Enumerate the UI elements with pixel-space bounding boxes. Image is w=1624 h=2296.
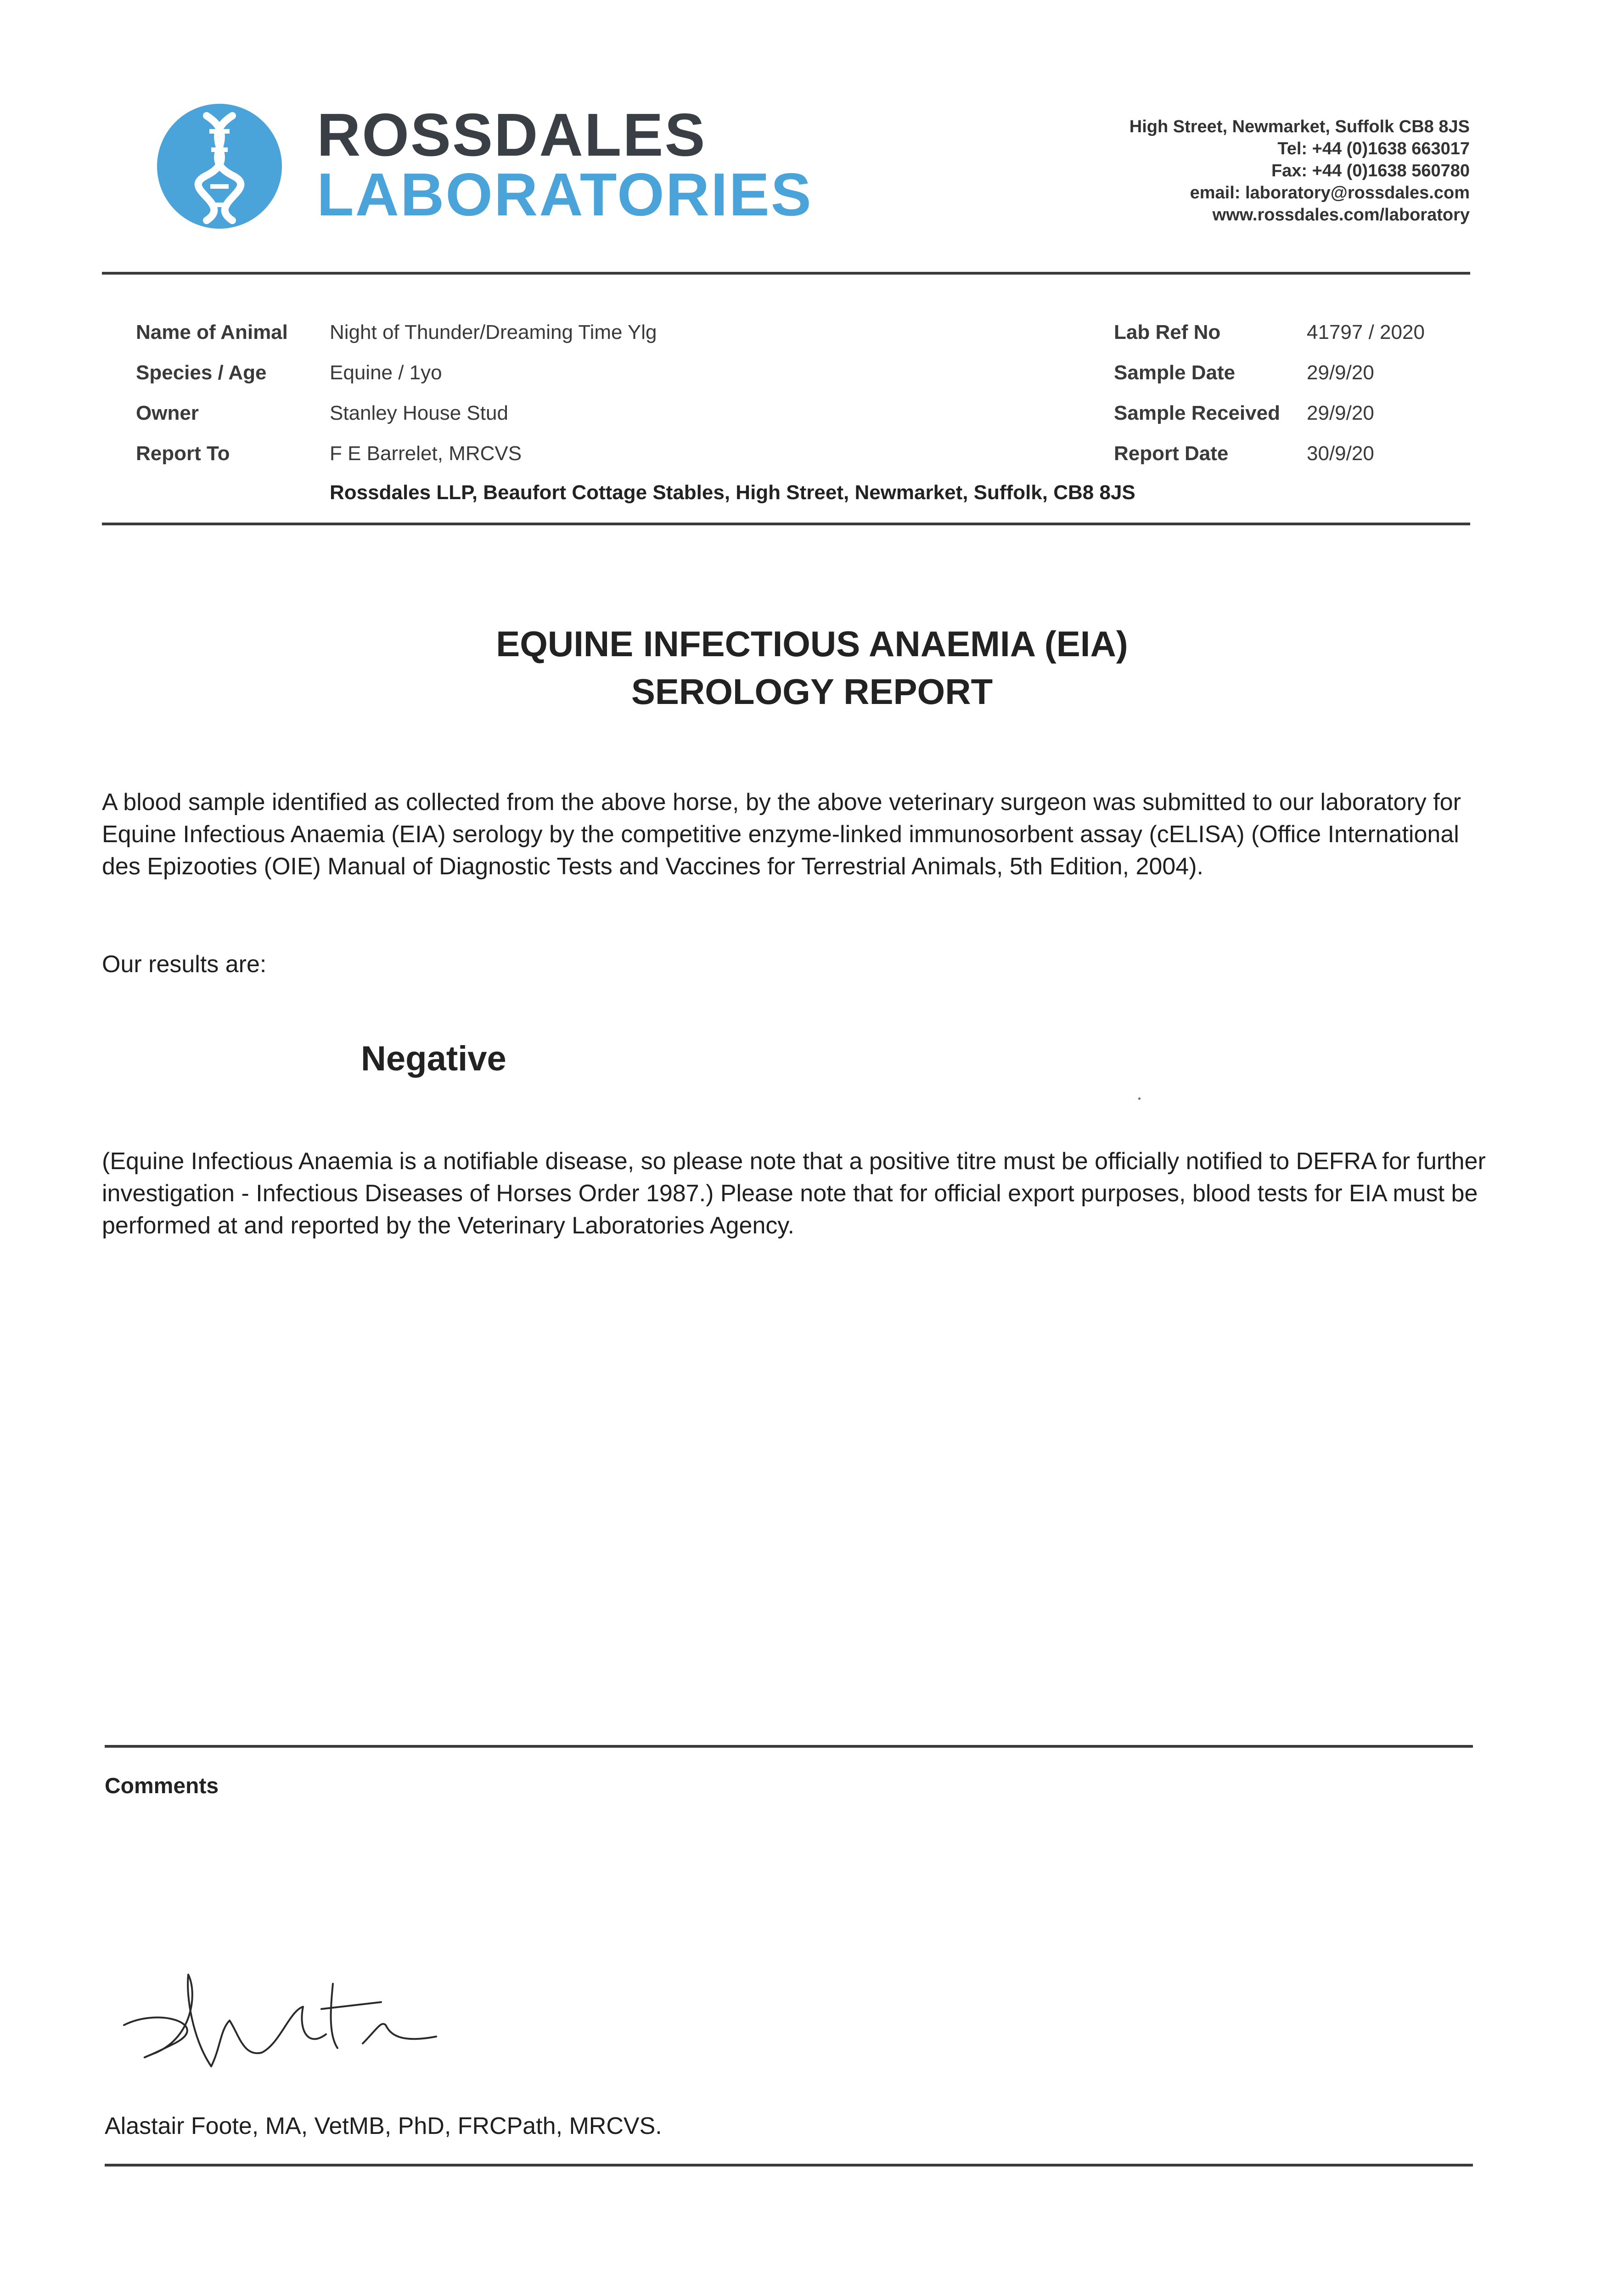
sample-date-value: 29/9/20 [1307,361,1374,384]
comments-divider [105,1745,1473,1748]
dna-logo-icon [155,102,284,231]
details-divider [102,523,1470,525]
report-to-address: Rossdales LLP, Beaufort Cottage Stables, High Street, Newmarket, Suffolk, CB8 8JS [330,481,1135,504]
contact-address: High Street, Newmarket, Suffolk CB8 8JS [1129,117,1470,136]
brand-subtitle: LABORATORIES [317,161,813,228]
comments-label: Comments [105,1774,219,1798]
signature [106,1956,464,2094]
header-divider [102,272,1470,275]
contact-tel: Tel: +44 (0)1638 663017 [1277,139,1470,158]
sample-date-label: Sample Date [1114,361,1236,384]
intro-paragraph: A blood sample identified as collected from the above horse, by the above veterinary surgeon was submitted to our laboratory for Equine Infectious Anaemia (EIA) serology by the competitive enzyme-linked immunosorbent assay (cELISA) (Office International des Epizooties (OIE) Manual of Diagnostic Tests and Vaccines for Terrestrial Animals, 5th Edition, 2004). [102,789,1461,880]
report-title-line2: SEROLOGY REPORT [631,671,993,712]
signatory-name: Alastair Foote, MA, VetMB, PhD, FRCPath, MRCVS. [105,2113,662,2139]
contact-fax: Fax: +44 (0)1638 560780 [1271,161,1470,180]
report-title-line1: EQUINE INFECTIOUS ANAEMIA (EIA) [496,624,1128,664]
sample-received-label: Sample Received [1114,402,1280,424]
result-value: Negative [361,1039,506,1078]
report-to-label: Report To [136,442,230,465]
contact-web: www.rossdales.com/laboratory [1212,205,1470,225]
sample-received-value: 29/9/20 [1307,402,1374,424]
report-to-value: F E Barrelet, MRCVS [330,442,522,465]
species-age-label: Species / Age [136,361,267,384]
notifiable-disease-note: (Equine Infectious Anaemia is a notifiable disease, so please note that a positive titre must be officially notified to DEFRA for further investigation - Infectious Diseases of Horses Order 1987.) Please note that for official export purposes, blood tests for EIA must be performed at and reported by the Veterinary Laboratories Agency. [102,1148,1486,1239]
name-of-animal-label: Name of Animal [136,321,288,343]
lab-ref-label: Lab Ref No [1114,321,1221,343]
name-of-animal-value: Night of Thunder/Dreaming Time Ylg [330,321,657,343]
report-date-label: Report Date [1114,442,1229,465]
species-age-value: Equine / 1yo [330,361,442,384]
contact-email: email: laboratory@rossdales.com [1190,183,1470,203]
report-date-value: 30/9/20 [1307,442,1374,465]
owner-label: Owner [136,402,199,424]
report-title [0,620,1624,715]
stray-mark [1138,1097,1141,1100]
results-lead: Our results are: [102,951,267,978]
contact-block [1129,116,1470,226]
brand-name: ROSSDALES [317,101,707,169]
owner-value: Stanley House Stud [330,402,508,424]
lab-ref-value: 41797 / 2020 [1307,321,1425,343]
footer-divider [105,2164,1473,2167]
